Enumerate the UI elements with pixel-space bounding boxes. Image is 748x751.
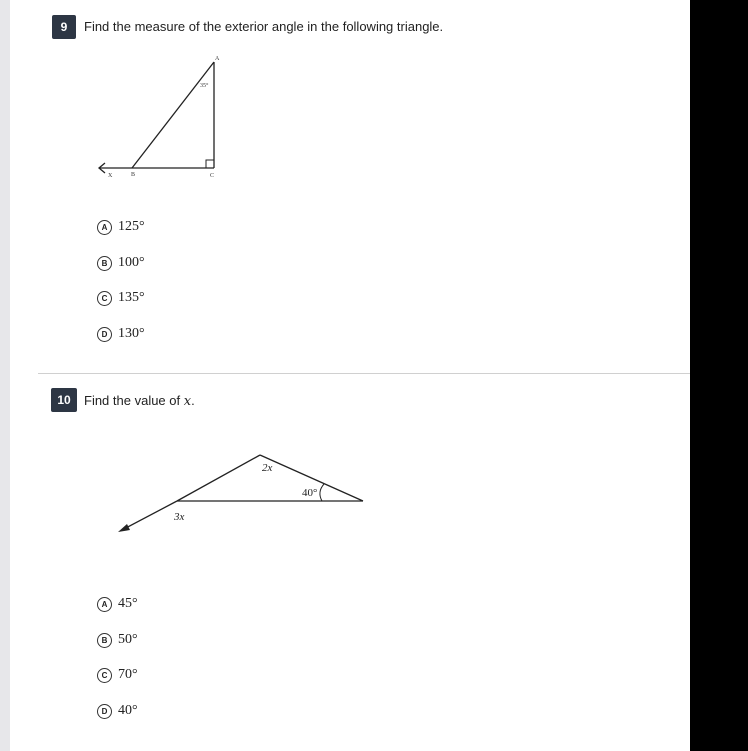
right-angle-label: 40° — [302, 487, 318, 499]
question-9-choice-a[interactable] — [97, 219, 145, 235]
choice-text: 135° — [118, 290, 145, 305]
choice-text: 125° — [118, 219, 145, 234]
question-9-prompt: Find the measure of the exterior angle in the following triangle. — [84, 19, 444, 34]
choice-text: 40° — [118, 703, 138, 718]
choice-text: 70° — [118, 667, 138, 682]
choice-letter-circle: C — [97, 291, 112, 306]
question-9-choice-d[interactable] — [97, 326, 145, 342]
angle-label: 35° — [200, 83, 209, 89]
vertex-label-x: X — [108, 173, 113, 179]
vertex-label-b: B — [131, 172, 136, 178]
question-10-choice-b[interactable] — [97, 632, 138, 648]
left-scroll-strip — [0, 0, 10, 751]
choice-text: 50° — [118, 632, 138, 647]
choice-letter-circle: A — [97, 597, 112, 612]
question-10-choice-a[interactable] — [97, 596, 138, 612]
choice-letter-circle: C — [97, 668, 112, 683]
vertex-label-a: A — [215, 56, 220, 62]
choice-letter-circle: B — [97, 633, 112, 648]
choice-text: 100° — [118, 255, 145, 270]
question-9-choice-b[interactable] — [97, 255, 145, 271]
exterior-angle-label: 3x — [174, 511, 185, 523]
question-10-prompt — [84, 393, 195, 409]
question-10-choice-d[interactable] — [97, 703, 138, 719]
vertex-label-c: C — [210, 173, 215, 179]
prompt-variable: x — [183, 394, 192, 409]
top-angle-label: 2x — [262, 462, 273, 474]
question-9-number: 9 — [52, 15, 76, 39]
question-9-choice-c[interactable] — [97, 290, 145, 306]
choice-letter-circle: D — [97, 704, 112, 719]
prompt-prefix: Find the value of — [84, 393, 184, 408]
question-10-number: 10 — [51, 388, 77, 412]
choice-text: 130° — [118, 326, 145, 341]
question-9-triangle-figure — [90, 50, 230, 185]
choice-letter-circle: A — [97, 220, 112, 235]
prompt-suffix: . — [191, 393, 195, 408]
question-10-choice-c[interactable] — [97, 667, 138, 683]
question-divider — [38, 373, 690, 374]
choice-text: 45° — [118, 596, 138, 611]
choice-letter-circle: B — [97, 256, 112, 271]
question-10-triangle-figure — [110, 445, 380, 540]
choice-letter-circle: D — [97, 327, 112, 342]
